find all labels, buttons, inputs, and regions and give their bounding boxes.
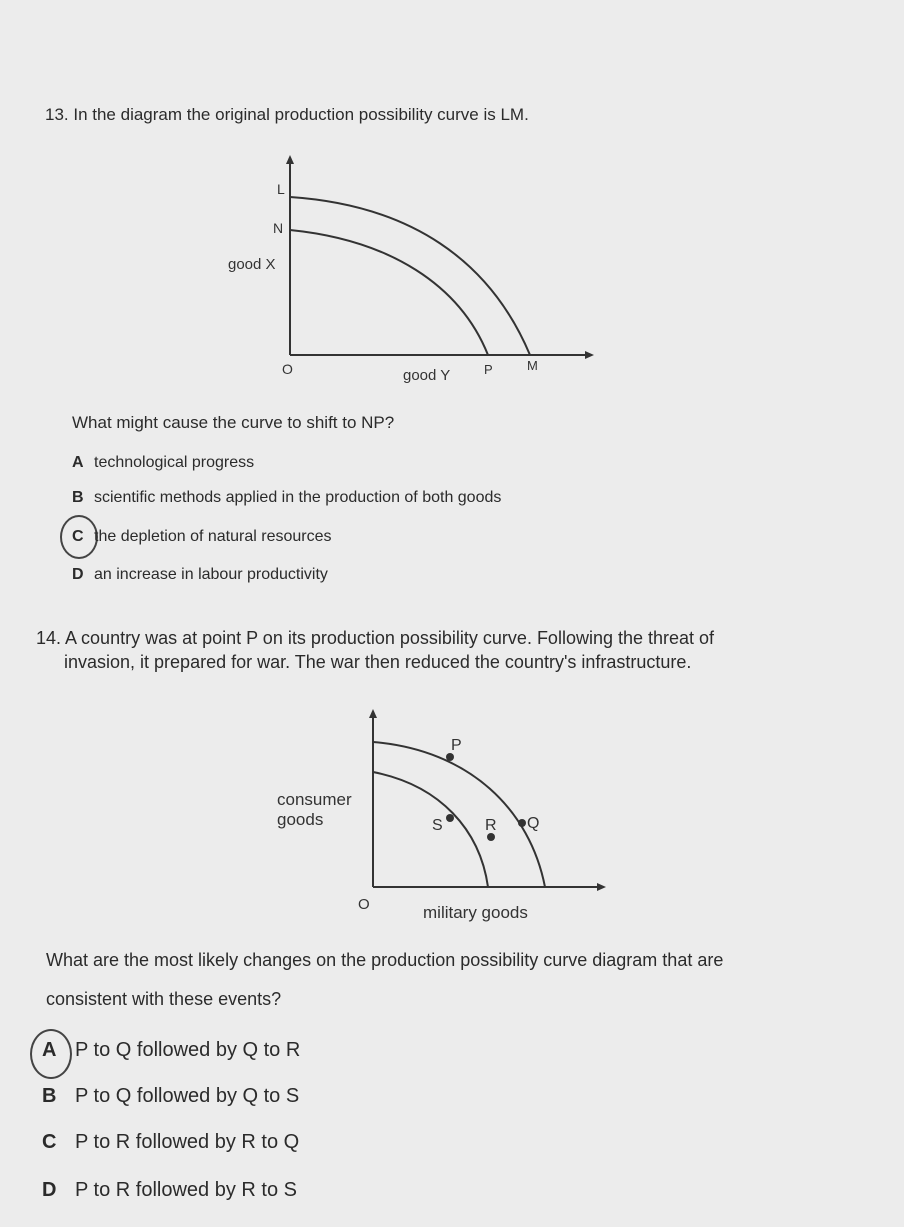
q13-option-a-letter: A xyxy=(72,454,84,471)
q14-option-a-letter: A xyxy=(42,1039,57,1061)
q14-option-c[interactable] xyxy=(42,1131,299,1154)
q14-option-b-letter: B xyxy=(42,1085,57,1107)
q14-option-d-letter: D xyxy=(42,1179,57,1201)
q13-option-a[interactable] xyxy=(72,454,254,472)
q14-point-S xyxy=(446,814,454,822)
q14-option-c-letter: C xyxy=(42,1131,57,1153)
q13-question: What might cause the curve to shift to NP? xyxy=(72,413,395,432)
q14-option-b[interactable] xyxy=(42,1085,299,1108)
q13-option-c-letter: C xyxy=(72,528,84,545)
q13-label-P: P xyxy=(484,362,493,377)
q14-stem-line2: invasion, it prepared for war. The war then reduced the country's infrastructure. xyxy=(64,652,692,672)
q14-inner-curve xyxy=(373,772,488,887)
q14-option-d-text: P to R followed by R to S xyxy=(75,1179,297,1201)
q13-option-d-text: an increase in labour productivity xyxy=(94,566,328,583)
q14-option-d[interactable] xyxy=(42,1179,297,1202)
q13-curve-LM xyxy=(290,197,530,355)
q13-option-b[interactable] xyxy=(72,489,501,507)
q13-label-N: N xyxy=(273,220,284,236)
q13-option-d-letter: D xyxy=(72,566,84,583)
q14-question-line2: consistent with these events? xyxy=(46,989,282,1009)
q13-x-label: good Y xyxy=(403,367,451,384)
q14-label-S: S xyxy=(432,817,443,834)
q13-label-M: M xyxy=(527,358,538,373)
q14-origin: O xyxy=(358,896,370,913)
q13-label-L: L xyxy=(277,181,285,197)
q14-option-a[interactable] xyxy=(42,1039,300,1062)
q14-option-a-text: P to Q followed by Q to R xyxy=(75,1039,301,1061)
q14-label-R: R xyxy=(485,817,497,834)
q14-y-label-line1: consumer xyxy=(277,790,352,809)
q14-diagram xyxy=(270,700,620,930)
q13-option-b-letter: B xyxy=(72,489,84,506)
q14-y-label-line2: goods xyxy=(277,810,324,829)
q13-option-d[interactable] xyxy=(72,566,328,584)
q14-outer-curve xyxy=(373,742,545,887)
q14-stem-line1: 14. A country was at point P on its production possibility curve. Following the threat of xyxy=(36,628,715,648)
q13-origin: O xyxy=(282,361,293,377)
q13-option-c[interactable] xyxy=(72,528,331,546)
q14-label-Q: Q xyxy=(527,815,540,832)
q14-option-b-text: P to Q followed by Q to S xyxy=(75,1085,300,1107)
q13-option-c-text: the depletion of natural resources xyxy=(94,528,332,545)
q13-option-b-text: scientific methods applied in the production of both goods xyxy=(94,489,502,506)
q14-label-P: P xyxy=(451,737,462,754)
q14-point-P xyxy=(446,753,454,761)
q14-question-line1: What are the most likely changes on the production possibility curve diagram that are xyxy=(46,950,724,970)
q14-x-label: military goods xyxy=(423,903,528,922)
q13-stem: 13. In the diagram the original production possibility curve is LM. xyxy=(45,105,529,124)
q14-x-axis-arrow xyxy=(597,883,606,891)
q14-y-axis-arrow xyxy=(369,709,377,718)
q14-point-Q xyxy=(518,819,526,827)
q13-x-axis-arrow xyxy=(585,351,594,359)
q13-y-label: good X xyxy=(228,256,276,273)
q14-point-R xyxy=(487,833,495,841)
q13-diagram xyxy=(220,150,620,395)
q13-option-a-text: technological progress xyxy=(94,454,255,471)
q14-option-c-text: P to R followed by R to Q xyxy=(75,1131,300,1153)
q13-curve-NP xyxy=(290,230,488,355)
q13-y-axis-arrow xyxy=(286,155,294,164)
